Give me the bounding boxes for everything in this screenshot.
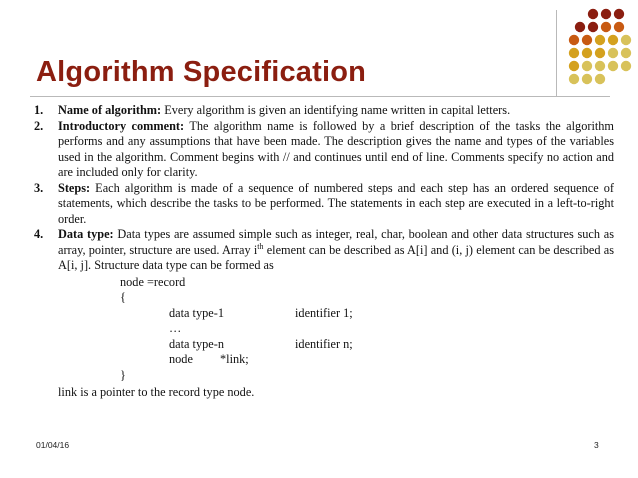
code-type: data type-n — [169, 336, 224, 351]
decorative-dot-grid — [568, 8, 638, 92]
decorative-dot — [608, 35, 618, 45]
item-text: Data types are assumed simple such as integer, real, char, boolean and other data structures such as array, pointer, structure are used. Array i — [58, 227, 614, 257]
item-heading: Steps: — [58, 180, 91, 195]
code-line — [58, 306, 614, 322]
decorative-dot — [569, 61, 579, 71]
item-number: 3. — [34, 180, 44, 195]
decorative-dot — [595, 48, 605, 58]
code-identifier: *link; — [220, 352, 249, 366]
item-number: 2. — [34, 118, 44, 133]
decorative-dot — [601, 9, 611, 19]
list-item-steps — [34, 181, 614, 228]
decorative-dot — [582, 48, 592, 58]
decorative-dot — [575, 22, 585, 32]
vertical-divider — [556, 10, 557, 96]
code-type: data type-1 — [169, 305, 224, 320]
list-item-name-of-algorithm — [34, 103, 614, 119]
item-heading: Name of algorithm: — [58, 103, 162, 117]
slide-title: Algorithm Specification — [36, 56, 367, 88]
decorative-dot — [582, 35, 592, 45]
decorative-dot — [614, 22, 624, 32]
decorative-dot — [569, 48, 579, 58]
item-number: 1. — [34, 103, 44, 117]
code-line — [58, 337, 614, 353]
code-line: node =record — [120, 274, 186, 289]
item-text: Every algorithm is given an identifying name written in capital letters. — [161, 103, 511, 117]
decorative-dot — [569, 35, 579, 45]
decorative-dot — [595, 74, 605, 84]
decorative-dot — [569, 74, 579, 84]
item-text-continued: element can be described as A[i] and (i, j) element can be described as A[i, j]. Structure data type can be formed as — [58, 242, 614, 272]
decorative-dot — [582, 61, 592, 71]
item-number: 4. — [34, 227, 44, 241]
list-item-data-type — [34, 227, 614, 383]
slide-content — [34, 103, 614, 401]
decorative-dot — [595, 35, 605, 45]
item-text: The algorithm name is followed by a brief description of the tasks the algorithm performs and any assumptions that have been made. The description gives the name and types of the variables used in the algorithm. Comment begins with // and continues until end of line. Comments specify no action and are included only for clarity. — [58, 118, 614, 179]
decorative-dot — [588, 9, 598, 19]
decorative-dot — [621, 48, 631, 58]
closing-note: link is a pointer to the record type node. — [58, 385, 255, 399]
code-line: { — [120, 290, 126, 304]
record-code-block — [58, 275, 614, 384]
item-text: Each algorithm is made of a sequence of numbered steps and each step has an ordered sequence of statements, which describe the tasks to be performed. The statements in each step are executed in a left-to-right order. — [58, 180, 614, 226]
code-type: node — [169, 352, 193, 366]
list-item-introductory-comment — [34, 119, 614, 181]
title-underline — [30, 96, 610, 97]
superscript-th: th — [257, 241, 264, 251]
decorative-dot — [621, 61, 631, 71]
decorative-dot — [595, 61, 605, 71]
decorative-dot — [601, 22, 611, 32]
decorative-dot — [614, 9, 624, 19]
footer-date: 01/04/16 — [36, 440, 70, 450]
spec-list — [34, 103, 614, 383]
code-line: } — [120, 367, 126, 382]
code-identifier: identifier 1; — [295, 305, 353, 320]
decorative-dot — [588, 22, 598, 32]
page-number: 3 — [594, 440, 599, 450]
decorative-dot — [582, 74, 592, 84]
decorative-dot — [608, 61, 618, 71]
code-line: … — [169, 321, 182, 335]
item-heading: Introductory comment: — [58, 118, 185, 133]
decorative-dot — [608, 48, 618, 58]
code-identifier: identifier n; — [295, 336, 353, 351]
item-heading: Data type: — [58, 227, 114, 241]
decorative-dot — [621, 35, 631, 45]
code-line — [58, 352, 614, 368]
